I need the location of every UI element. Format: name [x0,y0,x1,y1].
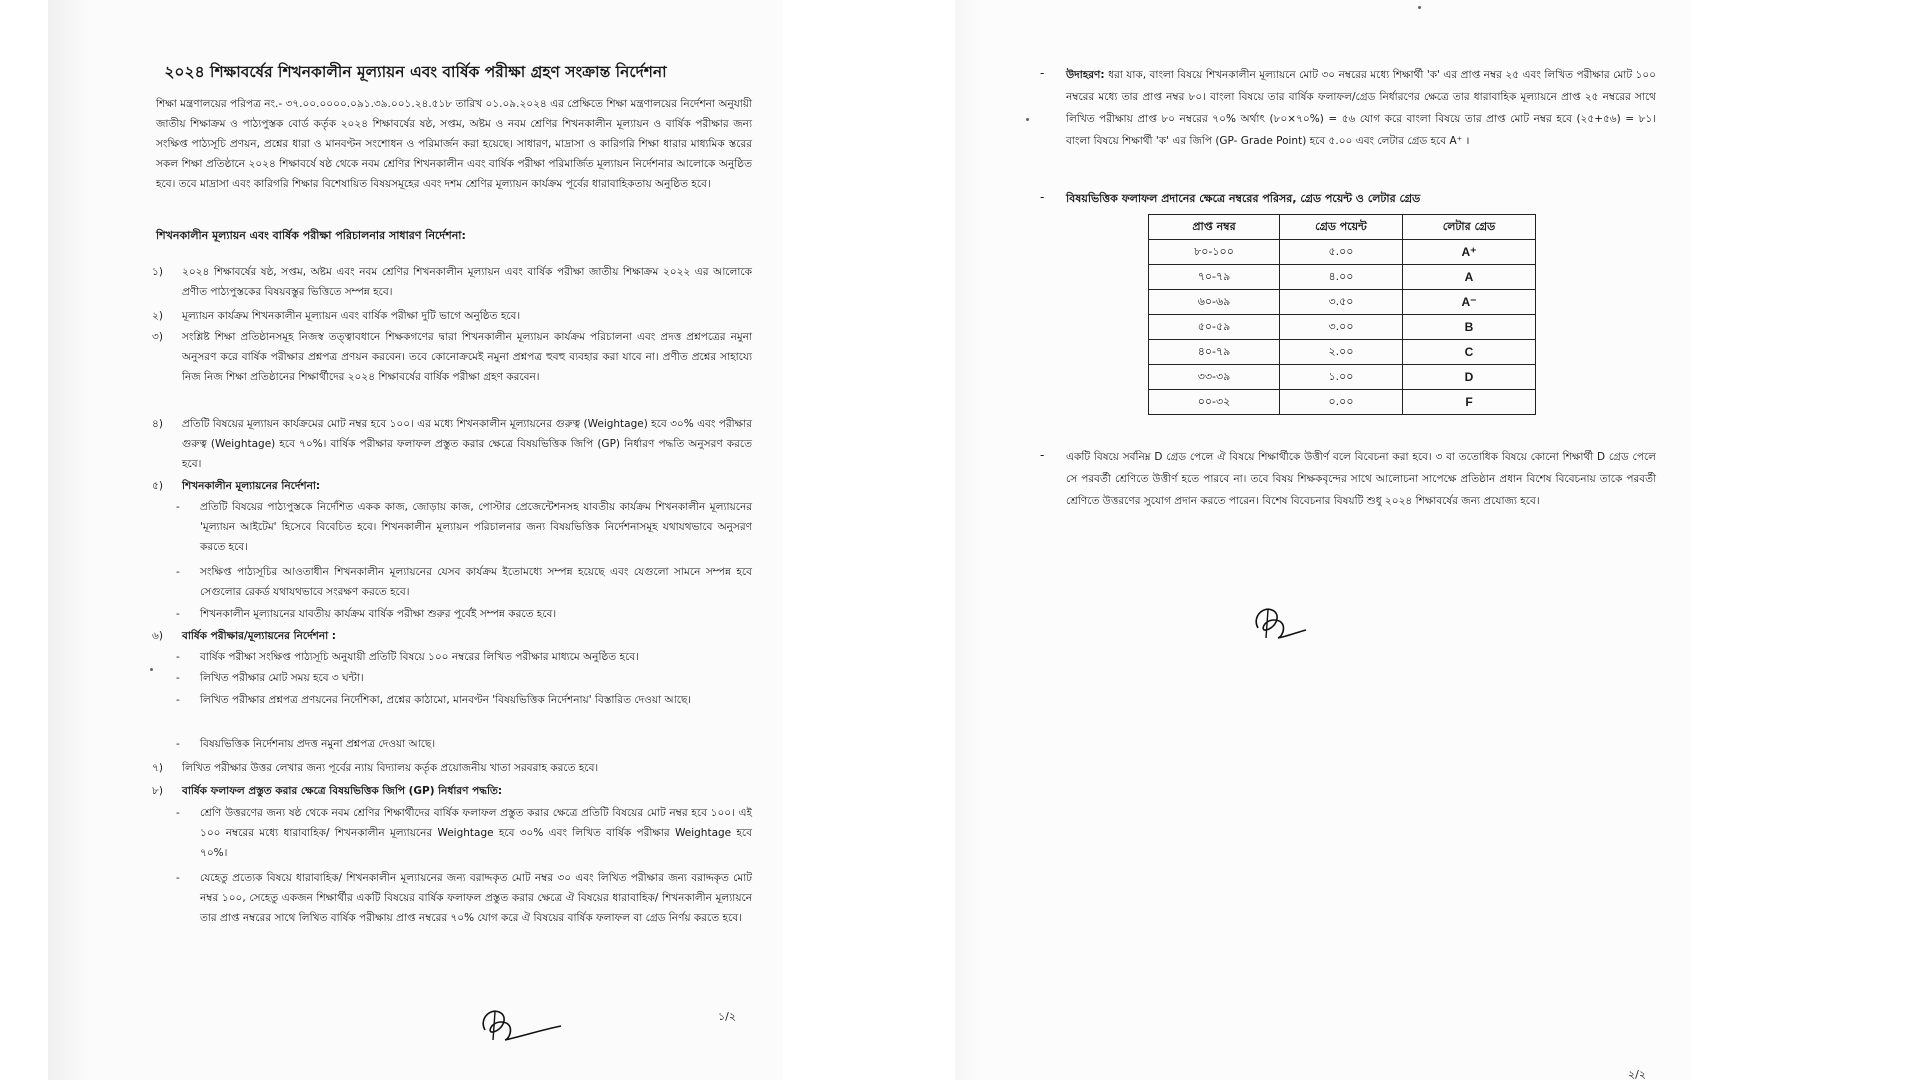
page-number: ১/২ [718,1010,736,1023]
item-number: ৪) [152,418,163,430]
table-cell: A [1403,265,1536,290]
table-cell: D [1403,365,1536,390]
table-cell: ৮০-১০০ [1149,240,1280,265]
table-cell: ৫০-৫৯ [1149,315,1280,340]
table-cell: ৭০-৭৯ [1149,265,1280,290]
table-cell: ৬০-৬৯ [1149,290,1280,315]
table-row [1149,365,1536,390]
sub-item-text: বিষয়ভিত্তিক নির্দেশনায় প্রদত্ত নমুনা প্রশ্নপত্র দেওয়া আছে। [200,738,436,750]
scan-speck [150,668,153,671]
item-number: ২) [152,310,163,322]
bullet-dash: - [1040,66,1045,80]
scan-speck [1026,118,1029,121]
general-heading: শিখনকালীন মূল্যায়ন এবং বার্ষিক পরীক্ষা পরিচালনার সাধারণ নির্দেশনা: [156,229,466,242]
page-title: ২০২৪ শিক্ষাবর্ষের শিখনকালীন মূল্যায়ন এবং বার্ষিক পরীক্ষা গ্রহণ সংক্রান্ত নির্দেশনা [164,63,667,81]
signature-mark [1250,600,1310,646]
column-header: লেটার গ্রেড [1403,215,1536,240]
bullet-dash: - [1040,190,1045,204]
table-cell: ৩.৫০ [1280,290,1403,315]
example-paragraph [1066,64,1656,152]
sub-item-text: শ্রেণি উত্তরণের জন্য ষষ্ঠ থেকে নবম শ্রেণির শিক্ষার্থীদের বার্ষিক ফলাফল প্রস্তুত করার ক্ষেত্রে প্রতিটি বিষয়ের মোট নম্বর হবে ১০০। এই ১০০ নম্বরের মধ্যে ধারাবাহিক/ শিখনকালীন মূল্যায়নের Weightage হবে ৩০% এবং লিখিত বার্ষিক পরীক্ষার Weightage হবে ৭০%। [200,807,752,859]
table-header-row [1149,215,1536,240]
item-text: প্রতিটি বিষয়ের মূল্যায়ন কার্যক্রমের মোট নম্বর হবে ১০০। এর মধ্যে শিখনকালীন মূল্যায়নের গুরুত্ব (Weightage) হবে ৩০% এবং পরীক্ষার গুরুত্ব (Weightage) হবে ৭০%। বার্ষিক পরীক্ষার ফলাফল প্রস্তুত করার ক্ষেত্রে বিষয়ভিত্তিক জিপি (GP) নির্ধারণ পদ্ধতি অনুসরণ করতে হবে। [182,418,752,470]
page-gutter [783,0,955,1080]
sub-item-text: বার্ষিক পরীক্ষা সংক্ষিপ্ত পাঠ্যসূচি অনুযায়ী প্রতিটি বিষয়ে ১০০ নম্বরের লিখিত পরীক্ষার মাধ্যমে অনুষ্ঠিত হবে। [200,651,639,663]
table-cell: ১.০০ [1280,365,1403,390]
sub-item-text: লিখিত পরীক্ষার মোট সময় হবে ৩ ঘন্টা। [200,672,364,684]
table-row [1149,340,1536,365]
sub-item-text: প্রতিটি বিষয়ের পাঠ্যপুস্তকে নির্দেশিত একক কাজ, জোড়ায় কাজ, পোস্টার প্রেজেন্টেশনসহ যাবতীয় কার্যক্রম শিখনকালীন মূল্যায়নের 'মূল্যায়ন আইটেম' হিসেবে বিবেচিত হবে। শিখনকালীন মূল্যায়ন পরিচালনার জন্য বিষয়ভিত্তিক নির্দেশনাসমূহ যথাযথভাবে অনুসরণ করতে হবে। [200,501,752,553]
item-number: ৫) [152,480,163,492]
column-header: গ্রেড পয়েন্ট [1280,215,1403,240]
table-cell: ৩.০০ [1280,315,1403,340]
item-number: ৭) [152,762,163,774]
grade-table [1148,214,1536,415]
table-cell: ৫.০০ [1280,240,1403,265]
item-text: মূল্যায়ন কার্যক্রম শিখনকালীন মূল্যায়ন এবং বার্ষিক পরীক্ষা দুটি ভাগে অনুষ্ঠিত হবে। [182,310,521,322]
table-row [1149,240,1536,265]
item-text: ২০২৪ শিক্ষাবর্ষের ষষ্ঠ, সপ্তম, অষ্টম এবং নবম শ্রেণির শিখনকালীন মূল্যায়ন এবং বার্ষিক পরীক্ষা জাতীয় শিক্ষাক্রম ২০২২ এর আলোকে প্রণীত পাঠ্যপুস্তকের বিষয়বস্তুর ভিত্তিতে সম্পন্ন হবে। [182,266,752,298]
column-header: প্রাপ্ত নম্বর [1149,215,1280,240]
signature-mark [475,1000,565,1046]
table-heading: বিষয়ভিত্তিক ফলাফল প্রদানের ক্ষেত্রে নম্বরের পরিসর, গ্রেড পয়েন্ট ও লেটার গ্রেড [1066,192,1421,205]
table-cell: C [1403,340,1536,365]
promotion-rule-paragraph: একটি বিষয়ে সর্বনিম্ন D গ্রেড পেলে ঐ বিষয়ে শিক্ষার্থীকে উত্তীর্ণ বলে বিবেচনা করা হবে। ৩ বা ততোধিক বিষয়ে কোনো শিক্ষার্থী D গ্রেড পেলে সে পরবর্তী শ্রেণিতে উত্তীর্ণ হতে পারবে না। তবে বিষয় শিক্ষকবৃন্দের সাথে আলোচনা সাপেক্ষে প্রতিষ্ঠান প্রধান বিশেষ বিবেচনায় তাকে পরবর্তী শ্রেণিতে উত্তরণের সুযোগ প্রদান করতে পারেন। বিশেষ বিবেচনার বিষয়টি শুধু ২০২৪ শিক্ষাবর্ষের জন্য প্রযোজ্য হবে। [1066,451,1656,507]
document-page-2 [955,0,1690,1080]
page-number: ২/২ [1628,1068,1647,1081]
table-cell: F [1403,390,1536,415]
item-number: ৮) [152,785,163,797]
example-label: উদাহরণ: [1066,69,1105,81]
item-heading: বার্ষিক ফলাফল প্রস্তুত করার ক্ষেত্রে বিষয়ভিত্তিক জিপি (GP) নির্ধারণ পদ্ধতি: [182,785,503,797]
table-row [1149,390,1536,415]
sub-item-text: সংক্ষিপ্ত পাঠ্যসূচির আওতাধীন শিখনকালীন মূল্যায়নের যেসব কার্যক্রম ইতোমধ্যে সম্পন্ন হয়েছে এবং যেগুলো সামনে সম্পন্ন হবে সেগুলোর রেকর্ড যথাযথভাবে সংরক্ষণ করতে হবে। [200,566,752,598]
item-heading: বার্ষিক পরীক্ষার/মূল্যায়নের নির্দেশনা : [182,630,336,642]
table-row [1149,315,1536,340]
table-cell: ০০-৩২ [1149,390,1280,415]
table-cell: ০.০০ [1280,390,1403,415]
bullet-dash: - [1040,448,1045,462]
item-number: ১) [152,266,163,278]
table-cell: ৪.০০ [1280,265,1403,290]
table-cell: ৪০-৭৯ [1149,340,1280,365]
scan-speck [1418,6,1421,9]
table-cell: A⁺ [1403,240,1536,265]
table-row [1149,290,1536,315]
sub-item-text: লিখিত পরীক্ষার প্রশ্নপত্র প্রণয়নের নির্দেশিকা, প্রশ্নের কাঠামো, মানবণ্টন 'বিষয়ভিত্তিক নির্দেশনায়' বিস্তারিত দেওয়া আছে। [200,694,692,706]
item-number: ৬) [152,630,163,642]
table-cell: ৩৩-৩৯ [1149,365,1280,390]
table-cell: B [1403,315,1536,340]
sub-item-text: শিখনকালীন মূল্যায়নের যাবতীয় কার্যক্রম বার্ষিক পরীক্ষা শুরুর পূর্বেই সম্পন্ন করতে হবে। [200,608,557,620]
item-text: লিখিত পরীক্ষার উত্তর লেখার জন্য পূর্বের ন্যায় বিদ্যালয় কর্তৃক প্রয়োজনীয় খাতা সরবরাহ করতে হবে। [182,762,599,774]
table-cell: ২.০০ [1280,340,1403,365]
item-number: ৩) [152,331,163,343]
item-heading: শিখনকালীন মূল্যায়নের নির্দেশনা: [182,480,321,492]
item-text: সংশ্লিষ্ট শিক্ষা প্রতিষ্ঠানসমূহ নিজস্ব তত্ত্বাবধানে শিক্ষকগণের দ্বারা শিখনকালীন মূল্যায়ন কার্যক্রম পরিচালনা এবং প্রদত্ত প্রশ্নপত্রের নমুনা অনুসরণ করে বার্ষিক পরীক্ষার প্রশ্নপত্র প্রণয়ন করবেন। তবে কোনোক্রমেই নমুনা প্রশ্নপত্র হুবহু ব্যবহার করা যাবে না। প্রণীত প্রশ্নের সাহায্যে নিজ নিজ শিক্ষা প্রতিষ্ঠানের শিক্ষার্থীদের ২০২৪ শিক্ষাবর্ষের বার্ষিক পরীক্ষা গ্রহণ করবেন। [182,331,752,383]
example-text: ধরা যাক, বাংলা বিষয়ে শিখনকালীন মূল্যায়নে মোট ৩০ নম্বরের মধ্যে শিক্ষার্থী 'ক' এর প্রাপ্ত নম্বর ২৫ এবং লিখিত পরীক্ষার মোট ১০০ নম্বরের মধ্যে তার প্রাপ্ত নম্বর ৮০। বাংলা বিষয়ে তার বার্ষিক ফলাফল/গ্রেড নির্ধারণের ক্ষেত্রে তার ধারাবাহিক মূল্যায়নে প্রাপ্ত ২৫ নম্বরের সাথে লিখিত পরীক্ষায় প্রাপ্ত ৮০ নম্বরের ৭০% অর্থাৎ (৮০×৭০%) = ৫৬ যোগ করে বাংলা বিষয়ে তার প্রাপ্ত মোট নম্বর হবে (২৫+৫৬) = ৮১। বাংলা বিষয়ে শিক্ষার্থী 'ক' এর জিপি (GP- Grade Point) হবে ৫.০০ এবং লেটার গ্রেড হবে A⁺ । [1066,69,1656,147]
table-row [1149,265,1536,290]
intro-paragraph: শিক্ষা মন্ত্রণালয়ের পরিপত্র নং.- ৩৭.০০.০০০০.০৯১.৩৯.০০১.২৪.৫১৮ তারিখ ০১.০৯.২০২৪ এর প্রেক্ষিতে শিক্ষা মন্ত্রণালয়ের নির্দেশনা অনুযায়ী জাতীয় শিক্ষাক্রম ও পাঠ্যপুস্তক বোর্ড কর্তৃক ২০২৪ শিক্ষাবর্ষের ষষ্ঠ, সপ্তম, অষ্টম ও নবম শ্রেণির শিখনকালীন মূল্যায়ন ও বার্ষিক পরীক্ষার জন্য সংক্ষিপ্ত পাঠ্যসূচি প্রণয়ন, প্রশ্নের ধারা ও মানবণ্টন সংশোধন ও পরিমার্জন করা হয়েছে। সাধারণ, মাদ্রাসা ও কারিগরি শিক্ষা ধারার মাধ্যমিক স্তরের সকল শিক্ষা প্রতিষ্ঠানে ২০২৪ শিক্ষাবর্ষে ষষ্ঠ থেকে নবম শ্রেণির শিখনকালীন এবং বার্ষিক পরীক্ষা পরিমার্জিত মূল্যায়ন নির্দেশনার আলোকে অনুষ্ঠিত হবে। তবে মাদ্রাসা এবং কারিগরি শিক্ষার বিশেষায়িত বিষয়সমূহের এবং দশম শ্রেণির মূল্যায়ন কার্যক্রম পূর্বের ধারাবাহিকতায় অনুষ্ঠিত হবে। [156,98,752,190]
sub-item-text: যেহেতু প্রত্যেক বিষয়ে ধারাবাহিক/ শিখনকালীন মূল্যায়নের জন্য বরাদ্দকৃত মোট নম্বর ৩০ এবং লিখিত পরীক্ষার জন্য বরাদ্দকৃত মোট নম্বর ১০০, সেহেতু একজন শিক্ষার্থীর একটি বিষয়ের বার্ষিক ফলাফল প্রস্তুত করার ক্ষেত্রে ঐ বিষয়ের ধারাবাহিক/ শিখনকালীন মূল্যায়নে তার প্রাপ্ত নম্বরের সাথে লিখিত বার্ষিক পরীক্ষায় প্রাপ্ত নম্বরের ৭০% যোগ করে ঐ বিষয়ের বার্ষিক ফলাফল বা গ্রেড নির্ণয় করতে হবে। [200,872,752,924]
table-cell: A⁻ [1403,290,1536,315]
